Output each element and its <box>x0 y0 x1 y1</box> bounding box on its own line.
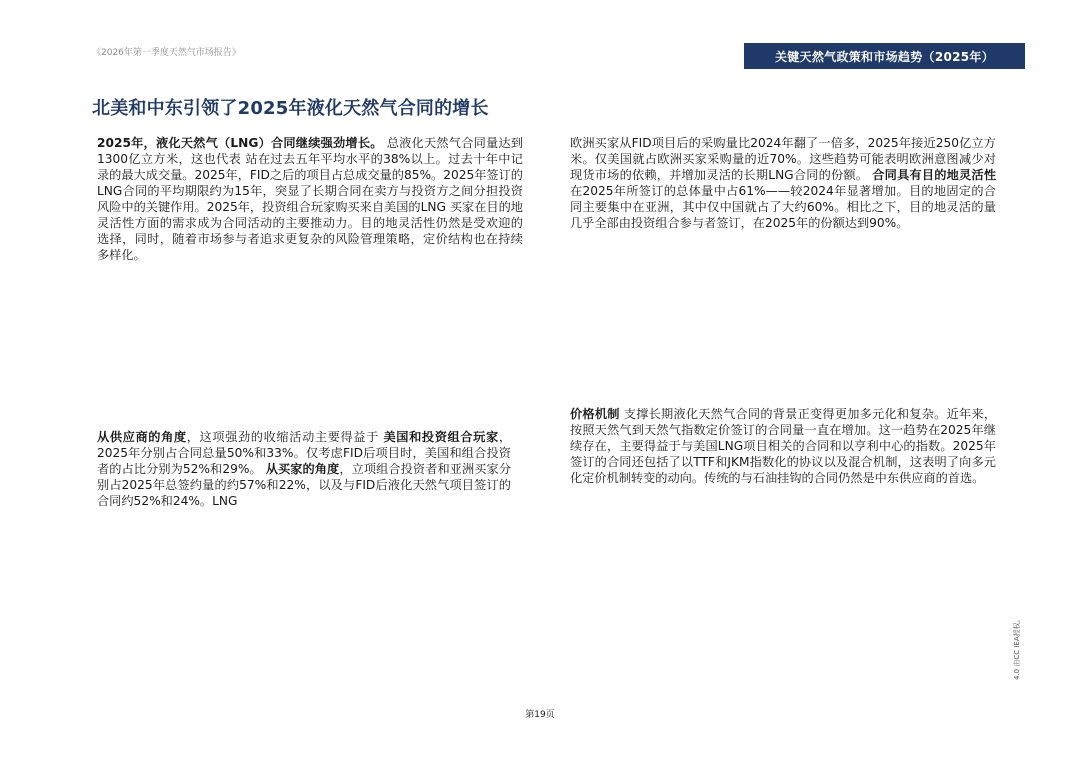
paragraph-lng-contract-growth <box>97 135 523 263</box>
paragraph-text: 总液化天然气合同量达到1300亿立方米，这也代表 站在过去五年平均水平的38%以上。过去十年中记录的最大成交量。2025年，FID之后的项目占总成交量的85%。2025年签订的LNG合同的平均期限约为15年，突显了长期合同在卖方与投资方之间分担投资风险中的关键作用。2025年，投资组合玩家购买来自美国的LNG 买家在目的地灵活性方面的需求成为合同活动的主要推动力。目的地灵活性仍然是受欢迎的选择，同时，随着市场参与者追求更复杂的风险管理策略，定价结构也在持续多样化。 <box>97 136 524 262</box>
emphasis-bold: 从买家的角度 <box>265 462 340 476</box>
page-number: 第19页 <box>525 710 555 720</box>
license-note: 4.0 由CC IEA授权。 <box>1013 615 1021 680</box>
paragraph-pricing-mechanism <box>570 406 996 486</box>
paragraph-supplier-perspective <box>97 429 511 509</box>
emphasis-bold: 合同具有目的地灵活性 <box>872 168 997 182</box>
paragraph-text: ，这项强劲的收缩活动主要得益于 <box>186 430 384 444</box>
emphasis-bold: 美国和投资组合玩家 <box>383 430 499 444</box>
paragraph-text: 欧洲买家从FID项目后的采购量比2024年翻了一倍多，2025年接近250亿立方米。仅美国就占欧洲买家采购量的近70%。这些趋势可能表明欧洲意图减少对现货市场的依赖，并增加灵活的长期LNG合同的份额。 <box>570 136 996 182</box>
lead-in-bold: 从供应商的角度 <box>97 430 187 444</box>
page-title: 北美和中东引领了2025年液化天然气合同的增长 <box>92 98 489 119</box>
paragraph-text: ，2025年分别占合同总量50%和33%。仅考虑FID后项目时，美国和组合投资者的占比分别为52%和29%。 <box>97 430 512 476</box>
paragraph-european-buyers <box>570 135 996 231</box>
section-tab: 关键天然气政策和市场趋势（2025年） <box>744 43 1025 69</box>
paragraph-text: 支撑长期液化天然气合同的背景正变得更加多元化和复杂。近年来，按照天然气到天然气指数定价签订的合同量一直在增加。这一趋势在2025年继续存在，主要得益于与美国LNG项目相关的合同和以亨利中心的指数。2025年签订的合同还包括了以TTF和JKM指数化的协议以及混合机制，这表明了向多元化定价机制转变的动向。传统的与石油挂钩的合同仍然是中东供应商的首选。 <box>570 407 997 485</box>
running-header: 《2026年第一季度天然气市场报告》 <box>92 48 241 58</box>
paragraph-text: 在2025年所签订的总体量中占61%——较2024年显著增加。目的地固定的合同主要集中在亚洲，其中仅中国就占了大约60%。相比之下，目的地灵活的量几乎全部由投资组合参与者签订，在2025年的份额达到90%。 <box>570 184 996 230</box>
paragraph-text: ，立项组合投资者和亚洲买家分别占2025年总签约量的约57%和22%，以及与FID后液化天然气项目签订的合同约52%和24%。LNG <box>97 462 512 508</box>
lead-in-bold: 2025年，液化天然气（LNG）合同继续强劲增长。 <box>97 136 383 150</box>
lead-in-bold: 价格机制 <box>570 407 620 421</box>
